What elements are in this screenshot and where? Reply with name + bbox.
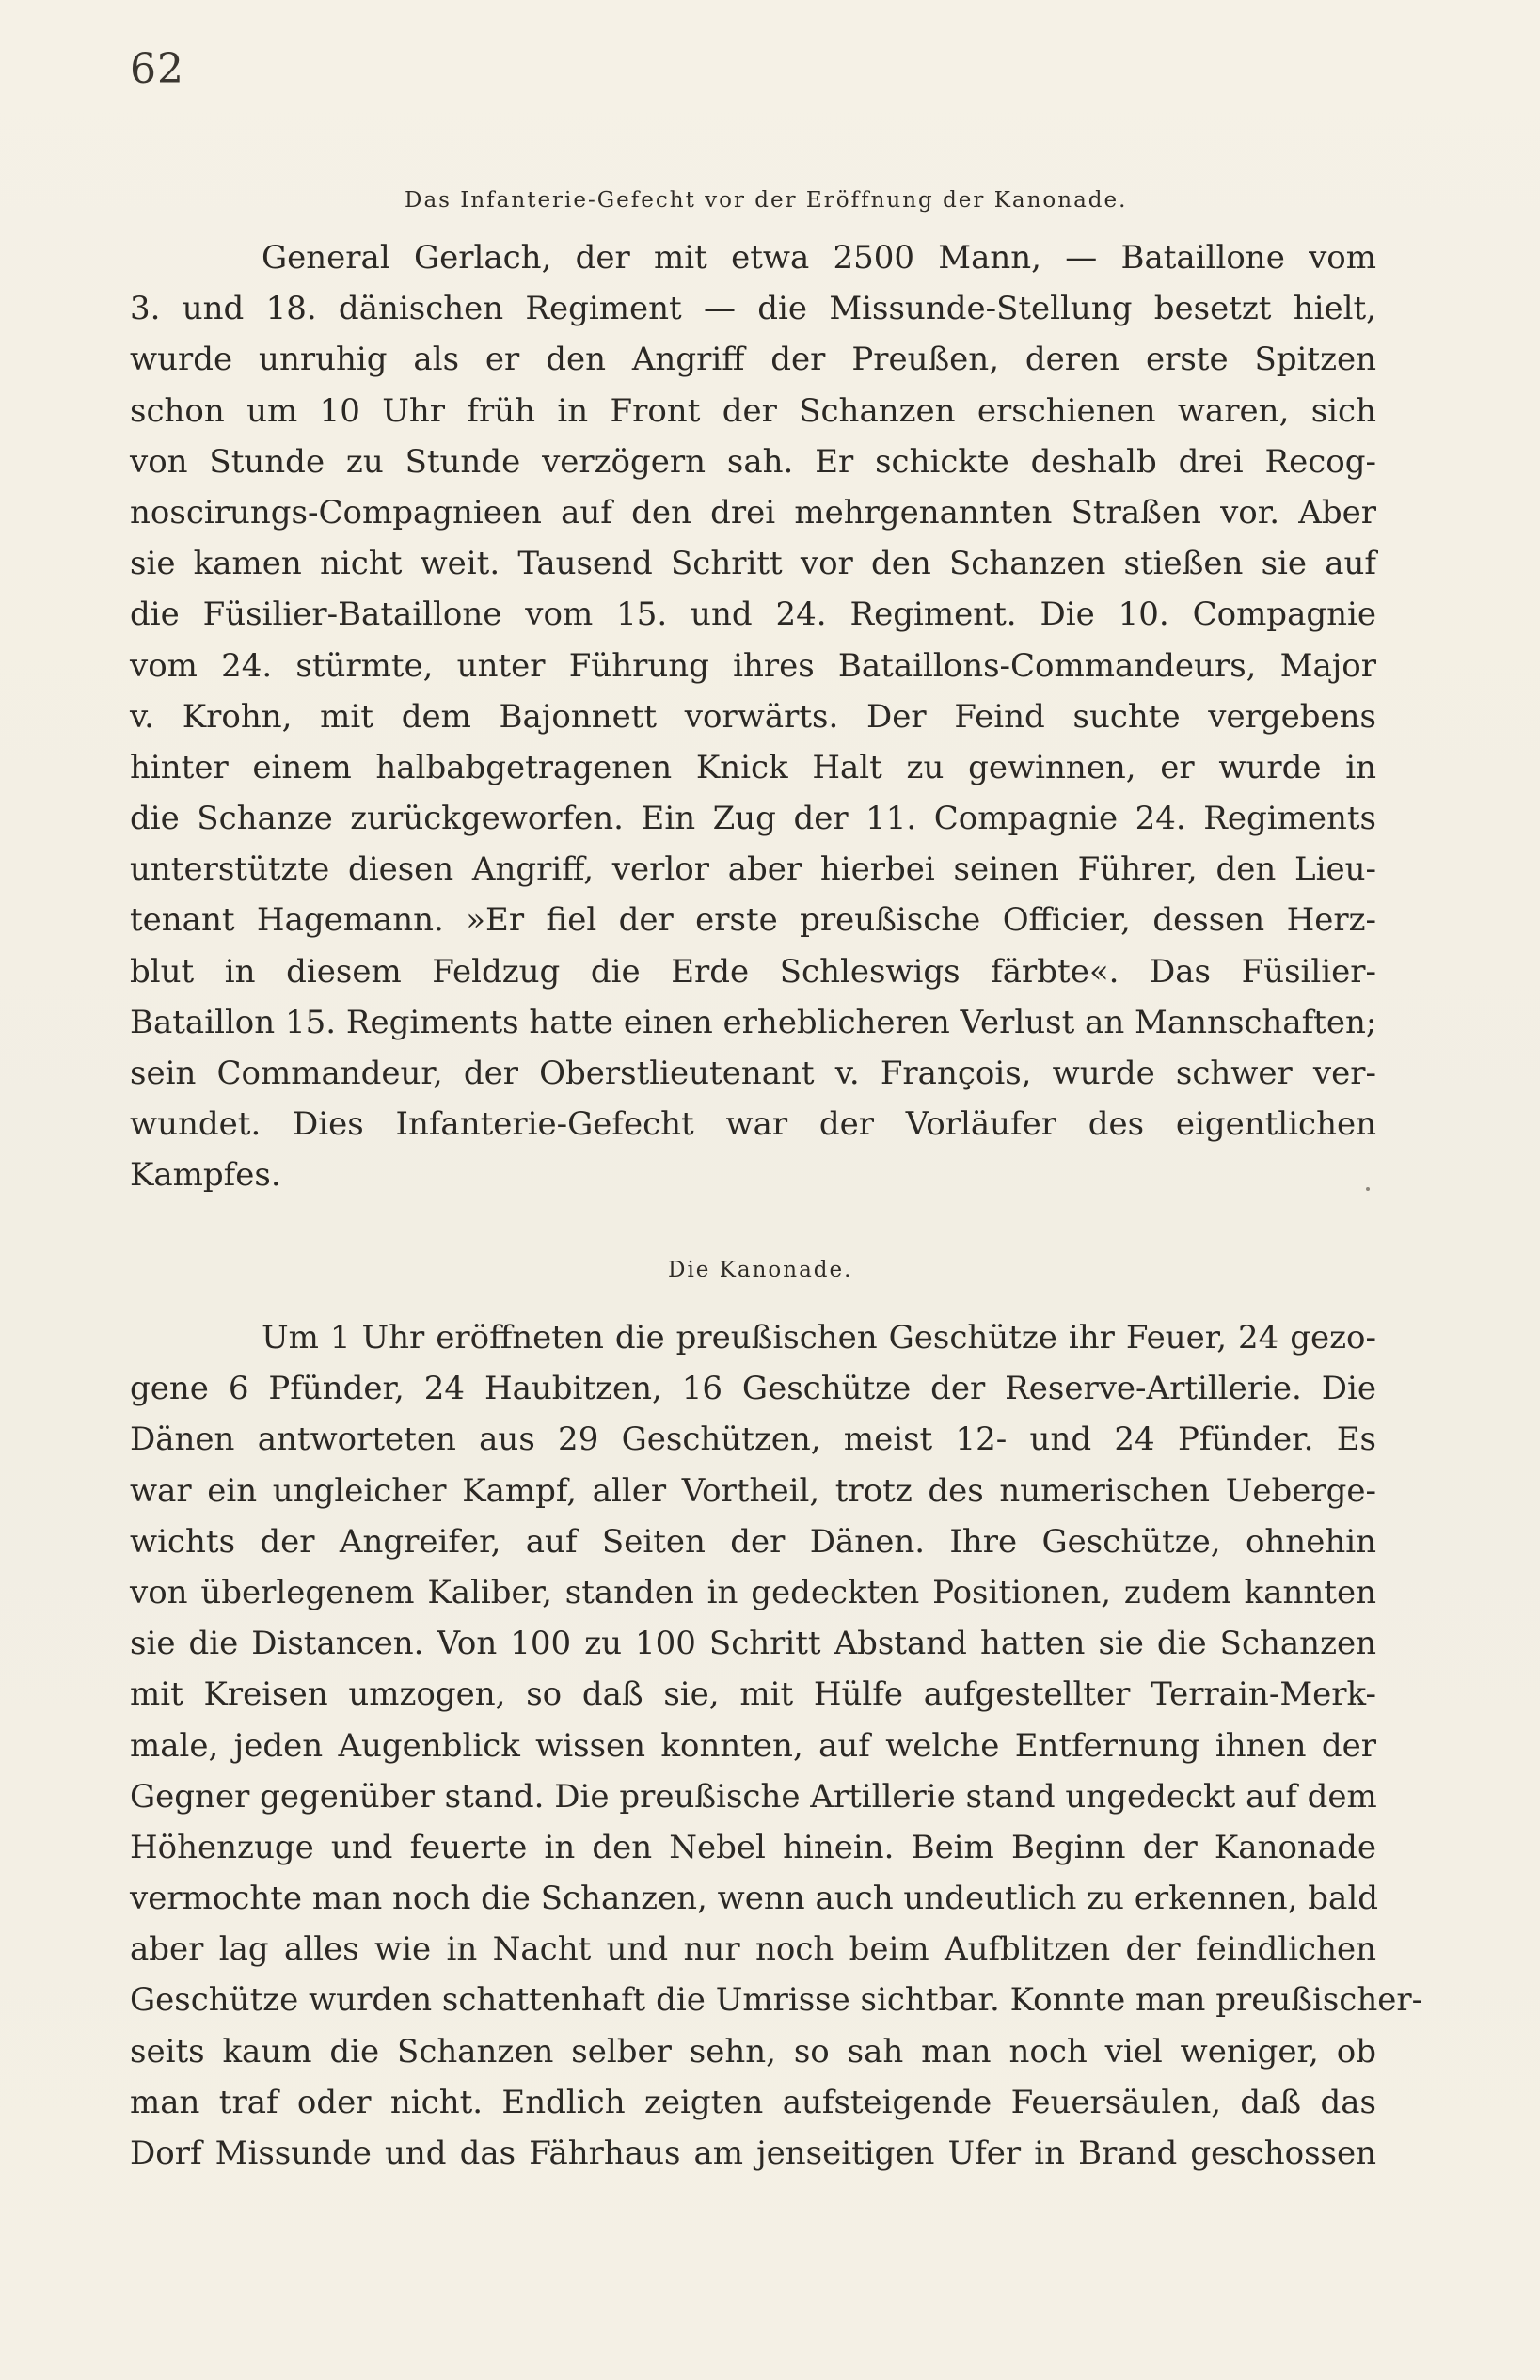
text-line: von überlegenem Kaliber, standen in gedeckten Positionen, zudem kannten: [130, 1573, 1376, 1611]
text-line: wurde unruhig als er den Angriff der Preußen, deren erste Spitzen: [130, 341, 1376, 379]
text-line: Dorf Missunde und das Fährhaus am jenseitigen Ufer in Brand geschossen: [130, 2134, 1376, 2172]
text-line: Gegner gegenüber stand. Die preußische Artillerie stand ungedeckt auf dem: [130, 1777, 1377, 1816]
print-speck: [1366, 1187, 1370, 1191]
text-line: Um 1 Uhr eröffneten die preußischen Geschütze ihr Feuer, 24 gezo-: [262, 1319, 1376, 1357]
section-heading-infantry-battle: Das Infanterie-Gefecht vor der Eröffnung der Kanonade.: [405, 188, 1128, 213]
text-line: war ein ungleicher Kampf, aller Vortheil, trotz des numerischen Ueberge-: [130, 1471, 1376, 1510]
text-line: Dänen antworteten aus 29 Geschützen, meist 12- und 24 Pfünder. Es: [130, 1420, 1376, 1459]
text-line: v. Krohn, mit dem Bajonnett vorwärts. Der Feind suchte vergebens: [130, 697, 1376, 736]
paragraph-infantry-battle: [130, 232, 1376, 1201]
text-line: die Schanze zurückgeworfen. Ein Zug der 11. Compagnie 24. Regiments: [130, 800, 1376, 838]
paragraph-cannonade: [130, 1312, 1423, 2179]
text-line: wichts der Angreifer, auf Seiten der Dänen. Ihre Geschütze, ohnehin: [130, 1522, 1376, 1561]
text-line: noscirungs-Compagnieen auf den drei mehrgenannten Straßen vor. Aber: [130, 493, 1376, 532]
text-line: Kampfes.: [130, 1156, 281, 1195]
text-line: unterstützte diesen Angriff, verlor aber hierbei seinen Führer, den Lieu-: [130, 850, 1376, 889]
text-line: aber lag alles wie in Nacht und nur noch beim Aufblitzen der feindlichen: [130, 1930, 1376, 1969]
text-line: sie die Distancen. Von 100 zu 100 Schritt Abstand hatten sie die Schanzen: [130, 1625, 1376, 1663]
text-line: die Füsilier-Bataillone vom 15. und 24. Regiment. Die 10. Compagnie: [130, 595, 1376, 634]
text-line: Geschütze wurden schattenhaft die Umrisse sichtbar. Konnte man preußischer-: [130, 1981, 1423, 2020]
text-line: mit Kreisen umzogen, so daß sie, mit Hülfe aufgestellter Terrain-Merk-: [130, 1675, 1376, 1714]
text-line: male, jeden Augenblick wissen konnten, auf welche Entfernung ihnen der: [130, 1726, 1376, 1765]
text-line: gene 6 Pfünder, 24 Haubitzen, 16 Geschütze der Reserve-Artillerie. Die: [130, 1370, 1376, 1408]
text-line: tenant Hagemann. »Er fiel der erste preußische Officier, dessen Herz-: [130, 901, 1376, 940]
text-line: blut in diesem Feldzug die Erde Schleswigs färbte«. Das Füsilier-: [130, 952, 1376, 991]
section-heading-cannonade: Die Kanonade.: [668, 1258, 853, 1282]
text-line: schon um 10 Uhr früh in Front der Schanzen erschienen waren, sich: [130, 391, 1376, 430]
text-line: seits kaum die Schanzen selber sehn, so sah man noch viel weniger, ob: [130, 2032, 1376, 2071]
text-line: sein Commandeur, der Oberstlieutenant v. François, wurde schwer ver-: [130, 1055, 1376, 1092]
text-line: 3. und 18. dänischen Regiment — die Missunde-Stellung besetzt hielt,: [130, 290, 1376, 328]
text-line: Bataillon 15. Regiments hatte einen erheblicheren Verlust an Mannschaften;: [130, 1003, 1377, 1041]
page-number: 62: [130, 45, 184, 93]
text-line: vermochte man noch die Schanzen, wenn auch undeutlich zu erkennen, bald: [130, 1880, 1378, 1918]
text-line: General Gerlach, der mit etwa 2500 Mann, — Bataillone vom: [262, 239, 1376, 277]
text-line: wundet. Dies Infanterie-Gefecht war der Vorläufer des eigentlichen: [130, 1105, 1376, 1144]
text-line: Höhenzuge und feuerte in den Nebel hinein. Beim Beginn der Kanonade: [130, 1828, 1376, 1866]
text-line: hinter einem halbabgetragenen Knick Halt zu gewinnen, er wurde in: [130, 748, 1376, 786]
text-line: von Stunde zu Stunde verzögern sah. Er schickte deshalb drei Recog-: [130, 442, 1376, 481]
text-line: man traf oder nicht. Endlich zeigten aufsteigende Feuersäulen, daß das: [130, 2083, 1376, 2121]
text-line: vom 24. stürmte, unter Führung ihres Bataillons-Commandeurs, Major: [130, 646, 1376, 685]
text-line: sie kamen nicht weit. Tausend Schritt vor den Schanzen stießen sie auf: [130, 545, 1376, 583]
